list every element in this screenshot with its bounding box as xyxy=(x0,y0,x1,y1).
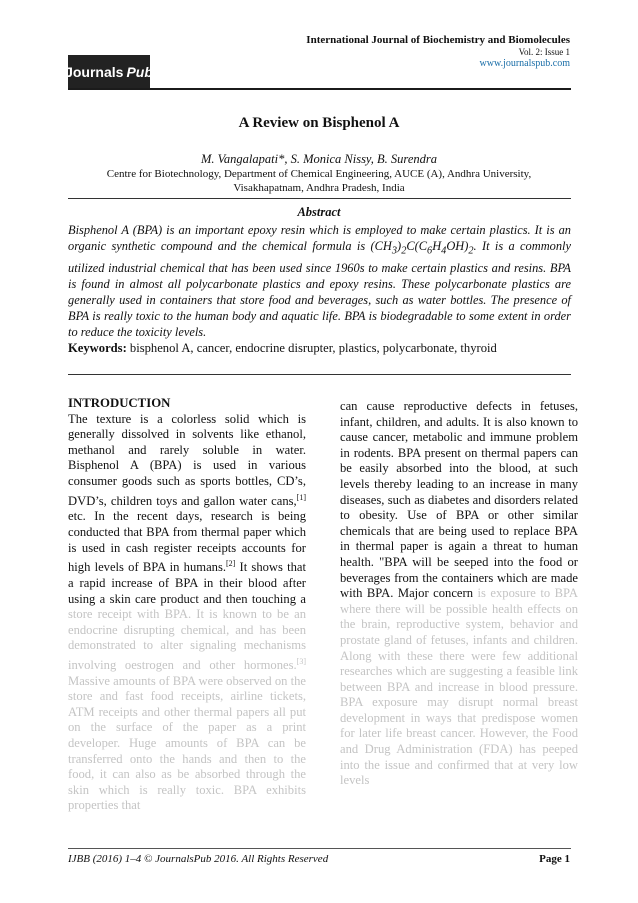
body-text: can cause reproductive defects in fetuses, infant, children, and adults. It is also known to cause cancer, metabolic and immune problem in rodents. BPA present on thermal papers can be easily absorbed into the blood, at such levels thereby leading to an increase in many diseases, such as diabetes and disorders related to obesity. Use of BPA or other similar chemicals that are being used to replace BPA in thermal paper is again a threat to human health. "BPA will be seeped into the food or beverages from the containers which are made with BPA. Major concern xyxy=(340,399,578,601)
faded-preview-text: is exposure to BPA where there will be possible health effects on the brain, reproductive system, behavior and prostate gland of fetuses, infants and children. Along with these there were few additional researches which are suggesting a feasible link between BPA and increase in blood pressure. BPA exposure may disrupt normal breast development in ways that predispose women for later life breast cancer. However, the Food and Drug Administration (FDA) has peeped into the issue and confirmed that at very low levels xyxy=(340,586,579,788)
journal-header xyxy=(306,34,570,70)
abstract-part: Bisphenol A (BPA) is an important epoxy resin which is employed to make certain plastics. It is an organic synthetic compound and the chemical formula is (CH xyxy=(68,223,571,254)
volume-issue: Vol. 2: Issue 1 xyxy=(518,47,570,58)
abstract-part: C(C xyxy=(406,239,428,254)
citation-ref[interactable]: [1] xyxy=(296,492,306,502)
journalspub-logo xyxy=(65,55,153,89)
citation-ref[interactable]: [3] xyxy=(296,656,306,666)
article-authors: M. Vangalapati*, S. Monica Nissy, B. Surendra xyxy=(201,152,437,166)
page-number: Page 1 xyxy=(539,853,570,865)
abstract-part: . It is a commonly utilized industrial chemical that has been used since 1960s to make certain plastics and resins. BPA is found in almost all polycarbonate plastics and epoxy resins. These polycarbonate plastics are generally used in containers that store food and beverages, such as water bottles. The presence of BPA is really toxic to the human body and aquatic life. BPA is biodegradable to some extent in order to reduce the toxicity levels. xyxy=(68,239,571,340)
introduction-heading: INTRODUCTION xyxy=(68,396,171,410)
footer-copyright: IJBB (2016) 1–4 © JournalsPub 2016. All Rights Reserved xyxy=(68,853,329,865)
body-text: etc. In the recent days, research is being conducted that BPA from thermal paper which is used in cash register receipts accounts for high levels of BPA in humans. xyxy=(68,509,306,575)
header-divider xyxy=(68,88,571,90)
formula-sub: 2 xyxy=(468,245,474,257)
abstract-text xyxy=(68,222,571,340)
logo-text-journals: Journals xyxy=(65,64,124,80)
abstract-part: H xyxy=(432,239,442,254)
journal-name: International Journal of Biochemistry and Biomolecules xyxy=(306,34,570,46)
faded-preview-text: store receipt with BPA. It is known to be an endocrine disrupting chemical, and has been demonstrated to alter signaling mechanisms involving oestrogen and other hormones. xyxy=(68,607,306,673)
right-column xyxy=(340,399,578,789)
abstract-top-divider xyxy=(68,198,571,199)
abstract-heading: Abstract xyxy=(297,205,341,219)
logo-text-pub: Pub xyxy=(126,64,153,80)
faded-preview-text: Massive amounts of BPA were observed on the store and fast food receipts, airline tickets, ATM receipts and other thermal papers all put on the surface of the paper as a print developer. Huge amounts of BPA can be transferred onto the hands and then to the food, it can also as be absorbed through the skin which is really toxic. BPA exhibits properties that xyxy=(68,673,306,813)
formula-sub: 2 xyxy=(401,245,407,257)
formula-sub: 4 xyxy=(441,245,447,257)
left-column xyxy=(68,396,306,814)
journal-url-link[interactable]: www.journalspub.com xyxy=(479,57,570,69)
body-text: The texture is a colorless solid which is generally dissolved in solvents like ethanol, methanol and rarely soluble in water. Bisphenol A (BPA) is used in various consumer goods such as sports bottles, CD’s, DVD’s, children toys and gallon water cans, xyxy=(68,411,306,508)
body-text: It shows that a rapid increase of BPA in their blood after using a skin care product and then touching a xyxy=(68,560,306,606)
introduction-paragraph xyxy=(68,412,306,814)
formula-sub: 3 xyxy=(391,245,398,257)
abstract-bottom-divider xyxy=(68,374,571,375)
keywords xyxy=(68,341,571,356)
article-title: A Review on Bisphenol A xyxy=(238,115,400,131)
article-affiliation: Centre for Biotechnology, Department of Chemical Engineering, AUCE (A), Andhra University, Visakhapatnam, Andhra Pradesh, India xyxy=(106,168,532,195)
abstract-part: ) xyxy=(397,239,402,254)
footer-divider xyxy=(68,848,571,849)
keywords-label: Keywords: xyxy=(68,341,127,355)
keywords-text: bisphenol A, cancer, endocrine disrupter, plastics, polycarbonate, thyroid xyxy=(126,341,497,355)
abstract-part: OH) xyxy=(446,239,469,254)
formula-sub: 6 xyxy=(427,245,433,257)
citation-ref[interactable]: [2] xyxy=(226,559,236,569)
